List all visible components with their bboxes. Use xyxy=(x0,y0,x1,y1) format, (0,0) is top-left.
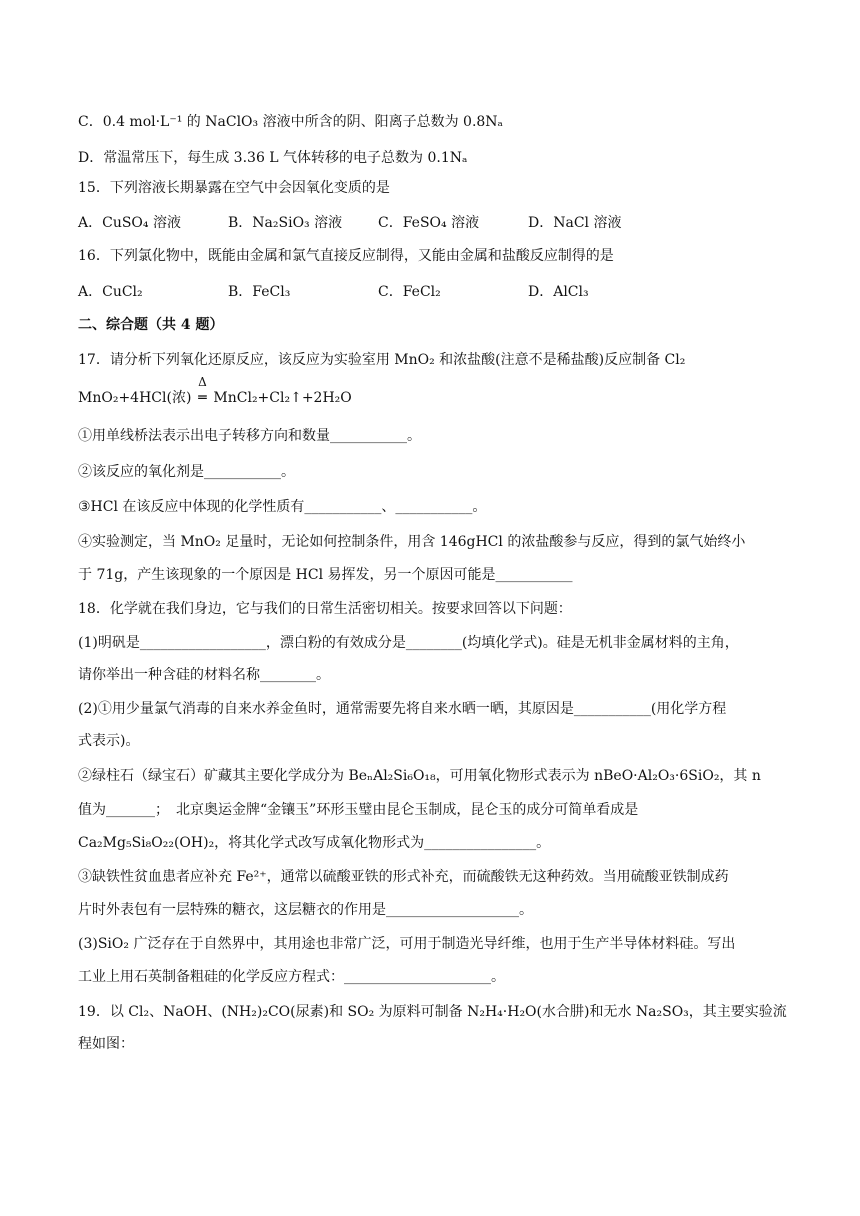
q17-part2: ②该反应的氧化剂是___________。 xyxy=(78,464,295,480)
q17-equation xyxy=(78,375,352,408)
q18-part3-line1: ②绿柱石（绿宝石）矿藏其主要化学成分为 BeₙAl₂Si₆O₁₈，可用氧化物形式表示为 nBeO·Al₂O₃·6SiO₂，其 n xyxy=(78,768,761,784)
q18-part5-line1: (3)SiO₂ 广泛存在于自然界中，其用途也非常广泛，可用于制造光导纤维，也用于生产半导体材料硅。写出 xyxy=(78,936,736,952)
q18-part2-line1: (2)①用少量氯气消毒的自来水养金鱼时，通常需要先将自来水晒一晒，其原因是___________(用化学方程 xyxy=(78,701,727,717)
q15-option-a: A．CuSO₄ 溶液 xyxy=(78,215,181,231)
q18-part1-line1: (1)明矾是__________________，漂白粉的有效成分是________(均填化学式)。硅是无机非金属材料的主角， xyxy=(78,635,739,651)
q16-stem: 16．下列氯化物中，既能由金属和氯气直接反应制得，又能由金属和盐酸反应制得的是 xyxy=(78,248,614,264)
q14-option-c: C．0.4 mol·L⁻¹ 的 NaClO₃ 溶液中所含的阴、阳离子总数为 0.8Nₐ xyxy=(78,114,503,130)
equation-right: MnCl₂+Cl₂↑+2H₂O xyxy=(213,390,352,406)
q19-stem-line1: 19．以 Cl₂、NaOH、(NH₂)₂CO(尿素)和 SO₂ 为原料可制备 N₂H₄·H₂O(水合肼)和无水 Na₂SO₃，其主要实验流 xyxy=(78,1004,787,1020)
q16-option-d: D．AlCl₃ xyxy=(528,284,589,300)
equals-sign: ═ xyxy=(198,390,207,406)
q15-option-c: C．FeSO₄ 溶液 xyxy=(378,215,480,231)
q18-part3-line3: Ca₂Mg₅Si₈O₂₂(OH)₂，将其化学式改写成氧化物形式为________________。 xyxy=(78,835,551,851)
q16-option-a: A．CuCl₂ xyxy=(78,284,143,300)
q18-stem: 18．化学就在我们身边，它与我们的日常生活密切相关。按要求回答以下问题： xyxy=(78,601,572,617)
section-heading: 二、综合题（共 4 题） xyxy=(78,317,224,333)
heat-symbol: Δ xyxy=(198,375,207,389)
q18-part5-line2: 工业上用石英制备粗硅的化学反应方程式：_____________________。 xyxy=(78,969,505,985)
q18-part4-line1: ③缺铁性贫血患者应补充 Fe²⁺，通常以硫酸亚铁的形式补充，而硫酸铁无这种药效。当用硫酸亚铁制成药 xyxy=(78,869,729,885)
q14-option-d: D．常温常压下，每生成 3.36 L 气体转移的电子总数为 0.1Nₐ xyxy=(78,150,468,166)
q17-part4-line1: ④实验测定，当 MnO₂ 足量时，无论如何控制条件，用含 146gHCl 的浓盐酸参与反应，得到的氯气始终小 xyxy=(78,534,746,550)
q17-part3: ③HCl 在该反应中体现的化学性质有___________、___________。 xyxy=(78,499,487,515)
q15-option-b: B．Na₂SiO₃ 溶液 xyxy=(228,215,343,231)
q17-part1: ①用单线桥法表示出电子转移方向和数量___________。 xyxy=(78,428,421,444)
q15-stem: 15．下列溶液长期暴露在空气中会因氧化变质的是 xyxy=(78,180,390,196)
q15-option-d: D．NaCl 溶液 xyxy=(528,215,622,231)
equation-left: MnO₂+4HCl(浓) xyxy=(78,390,192,406)
q16-option-b: B．FeCl₃ xyxy=(228,284,291,300)
q16-option-c: C．FeCl₂ xyxy=(378,284,441,300)
q17-part4-line2: 于 71g，产生该现象的一个原因是 HCl 易挥发，另一个原因可能是___________ xyxy=(78,567,573,583)
q18-part1-line2: 请你举出一种含硅的材料名称________。 xyxy=(78,667,330,683)
q19-stem-line2: 程如图： xyxy=(78,1036,134,1052)
q17-stem: 17．请分析下列氧化还原反应，该反应为实验室用 MnO₂ 和浓盐酸(注意不是稀盐酸)反应制备 Cl₂ xyxy=(78,352,686,368)
q18-part3-line2: 值为_______； 北京奥运金牌“金镶玉”环形玉璧由昆仑玉制成，昆仑玉的成分可简单看成是 xyxy=(78,802,639,818)
q18-part4-line2: 片时外表包有一层特殊的糖衣，这层糖衣的作用是___________________。 xyxy=(78,902,533,918)
reaction-arrow xyxy=(191,375,213,408)
q18-part2-line2: 式表示)。 xyxy=(78,733,140,749)
